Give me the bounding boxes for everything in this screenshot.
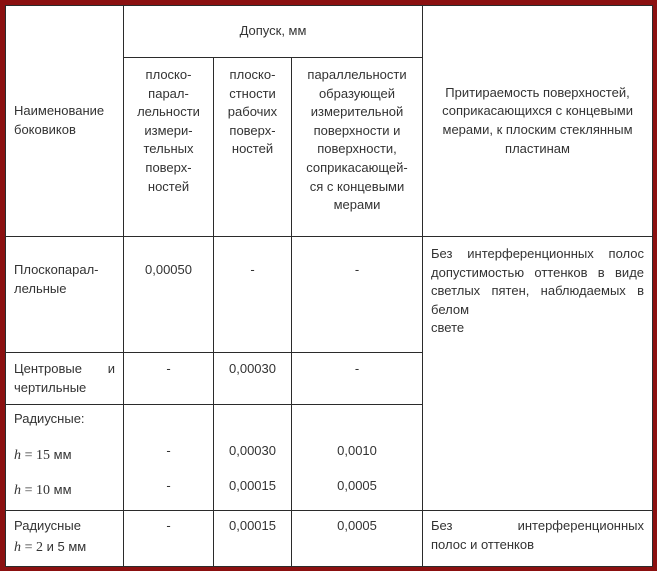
h-symbol: h <box>14 483 21 499</box>
cell-value: - <box>214 237 292 353</box>
h-symbol: h <box>14 539 21 555</box>
gauge-block-tolerance-table <box>5 5 653 567</box>
table-row <box>6 237 653 353</box>
table-row <box>6 511 653 567</box>
row-name-radius-small: Радиусные h = 2 и 5 мм <box>6 511 124 567</box>
cell-value: - <box>292 353 423 405</box>
h-symbol: h <box>14 447 21 463</box>
row-name-plane-parallel: Плоскопарал- лельные <box>6 237 124 353</box>
header-tolerance-group: Допуск, мм <box>124 6 423 58</box>
header-flatness-parallel: плоско- парал- лельности измери- тельных поверх- ностей <box>124 58 214 237</box>
cell-value: 0,0005 <box>292 511 423 567</box>
header-parallelism: параллельности образующей измерительной поверхности и поверхности, соприкасающей- ся с концевыми мерами <box>292 58 423 237</box>
cell-value: - <box>124 511 214 567</box>
cell-value: 0,00015 <box>214 511 292 567</box>
cell-value: 0,00030 0,00015 <box>214 405 292 511</box>
cell-value: 0,00050 <box>124 237 214 353</box>
cell-value: - - <box>124 405 214 511</box>
header-name: Наименование боковиков <box>6 6 124 237</box>
row-name-center: Центровые и чертильные <box>6 353 124 405</box>
header-flatness-work: плоско- стности рабочих поверх- ностей <box>214 58 292 237</box>
wringability-group1: Без интерференционных полос допустимостью оттенков в виде светлых пятен, наблюдаемых в белом свете <box>423 237 653 511</box>
row-name-radius: Радиусные: h = 15 мм h = 10 мм <box>6 405 124 511</box>
header-wringability: Притираемость поверхностей, соприкасающихся с концевыми мерами, к плоским стеклянным пластинам <box>423 6 653 237</box>
cell-value: - <box>124 353 214 405</box>
table-frame <box>5 5 652 566</box>
cell-value: 0,0010 0,0005 <box>292 405 423 511</box>
cell-value: - <box>292 237 423 353</box>
cell-value: 0,00030 <box>214 353 292 405</box>
wringability-group2: Без интерференционных полос и оттенков <box>423 511 653 567</box>
